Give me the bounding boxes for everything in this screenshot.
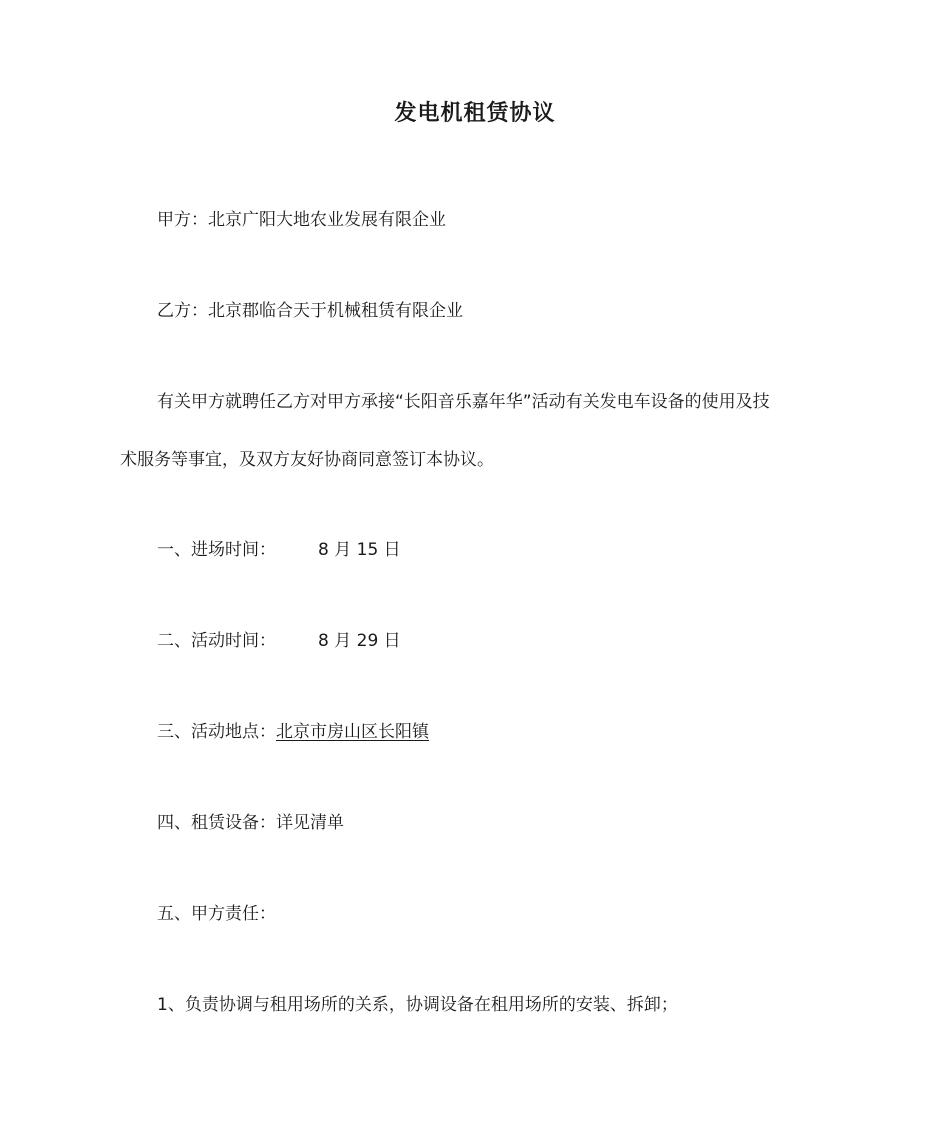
party-a-responsibility-label: 五、甲方责任： xyxy=(157,904,276,924)
entry-time-label: 一、进场时间： xyxy=(157,540,276,560)
event-location-row xyxy=(157,719,429,745)
intro-paragraph-line-2: 术服务等事宜，及双方友好协商同意签订本协议。 xyxy=(120,450,494,470)
event-time-value: 8 月 29 日 xyxy=(318,631,401,651)
event-time-row xyxy=(157,628,401,654)
intro-paragraph-line-1: 有关甲方就聘任乙方对甲方承接“长阳音乐嘉年华”活动有关发电车设备的使用及技 xyxy=(157,392,770,412)
rental-equipment-row xyxy=(157,810,344,836)
party-b: 乙方：北京郡临合天于机械租赁有限企业 xyxy=(157,301,463,321)
document-title: 发电机租赁协议 xyxy=(394,101,556,126)
rental-equipment-value: 详见清单 xyxy=(276,813,344,833)
entry-time-value: 8 月 15 日 xyxy=(318,540,401,560)
entry-time-row xyxy=(157,537,401,563)
clause-1: 1、负责协调与租用场所的关系，协调设备在租用场所的安装、拆卸； xyxy=(157,995,678,1015)
party-a-responsibility-heading xyxy=(157,901,276,927)
event-location-label: 三、活动地点： xyxy=(157,722,276,742)
rental-equipment-label: 四、租赁设备： xyxy=(157,813,276,833)
event-location-value: 北京市房山区长阳镇 xyxy=(276,722,429,742)
event-time-label: 二、活动时间： xyxy=(157,631,276,651)
party-a: 甲方：北京广阳大地农业发展有限企业 xyxy=(157,210,446,230)
